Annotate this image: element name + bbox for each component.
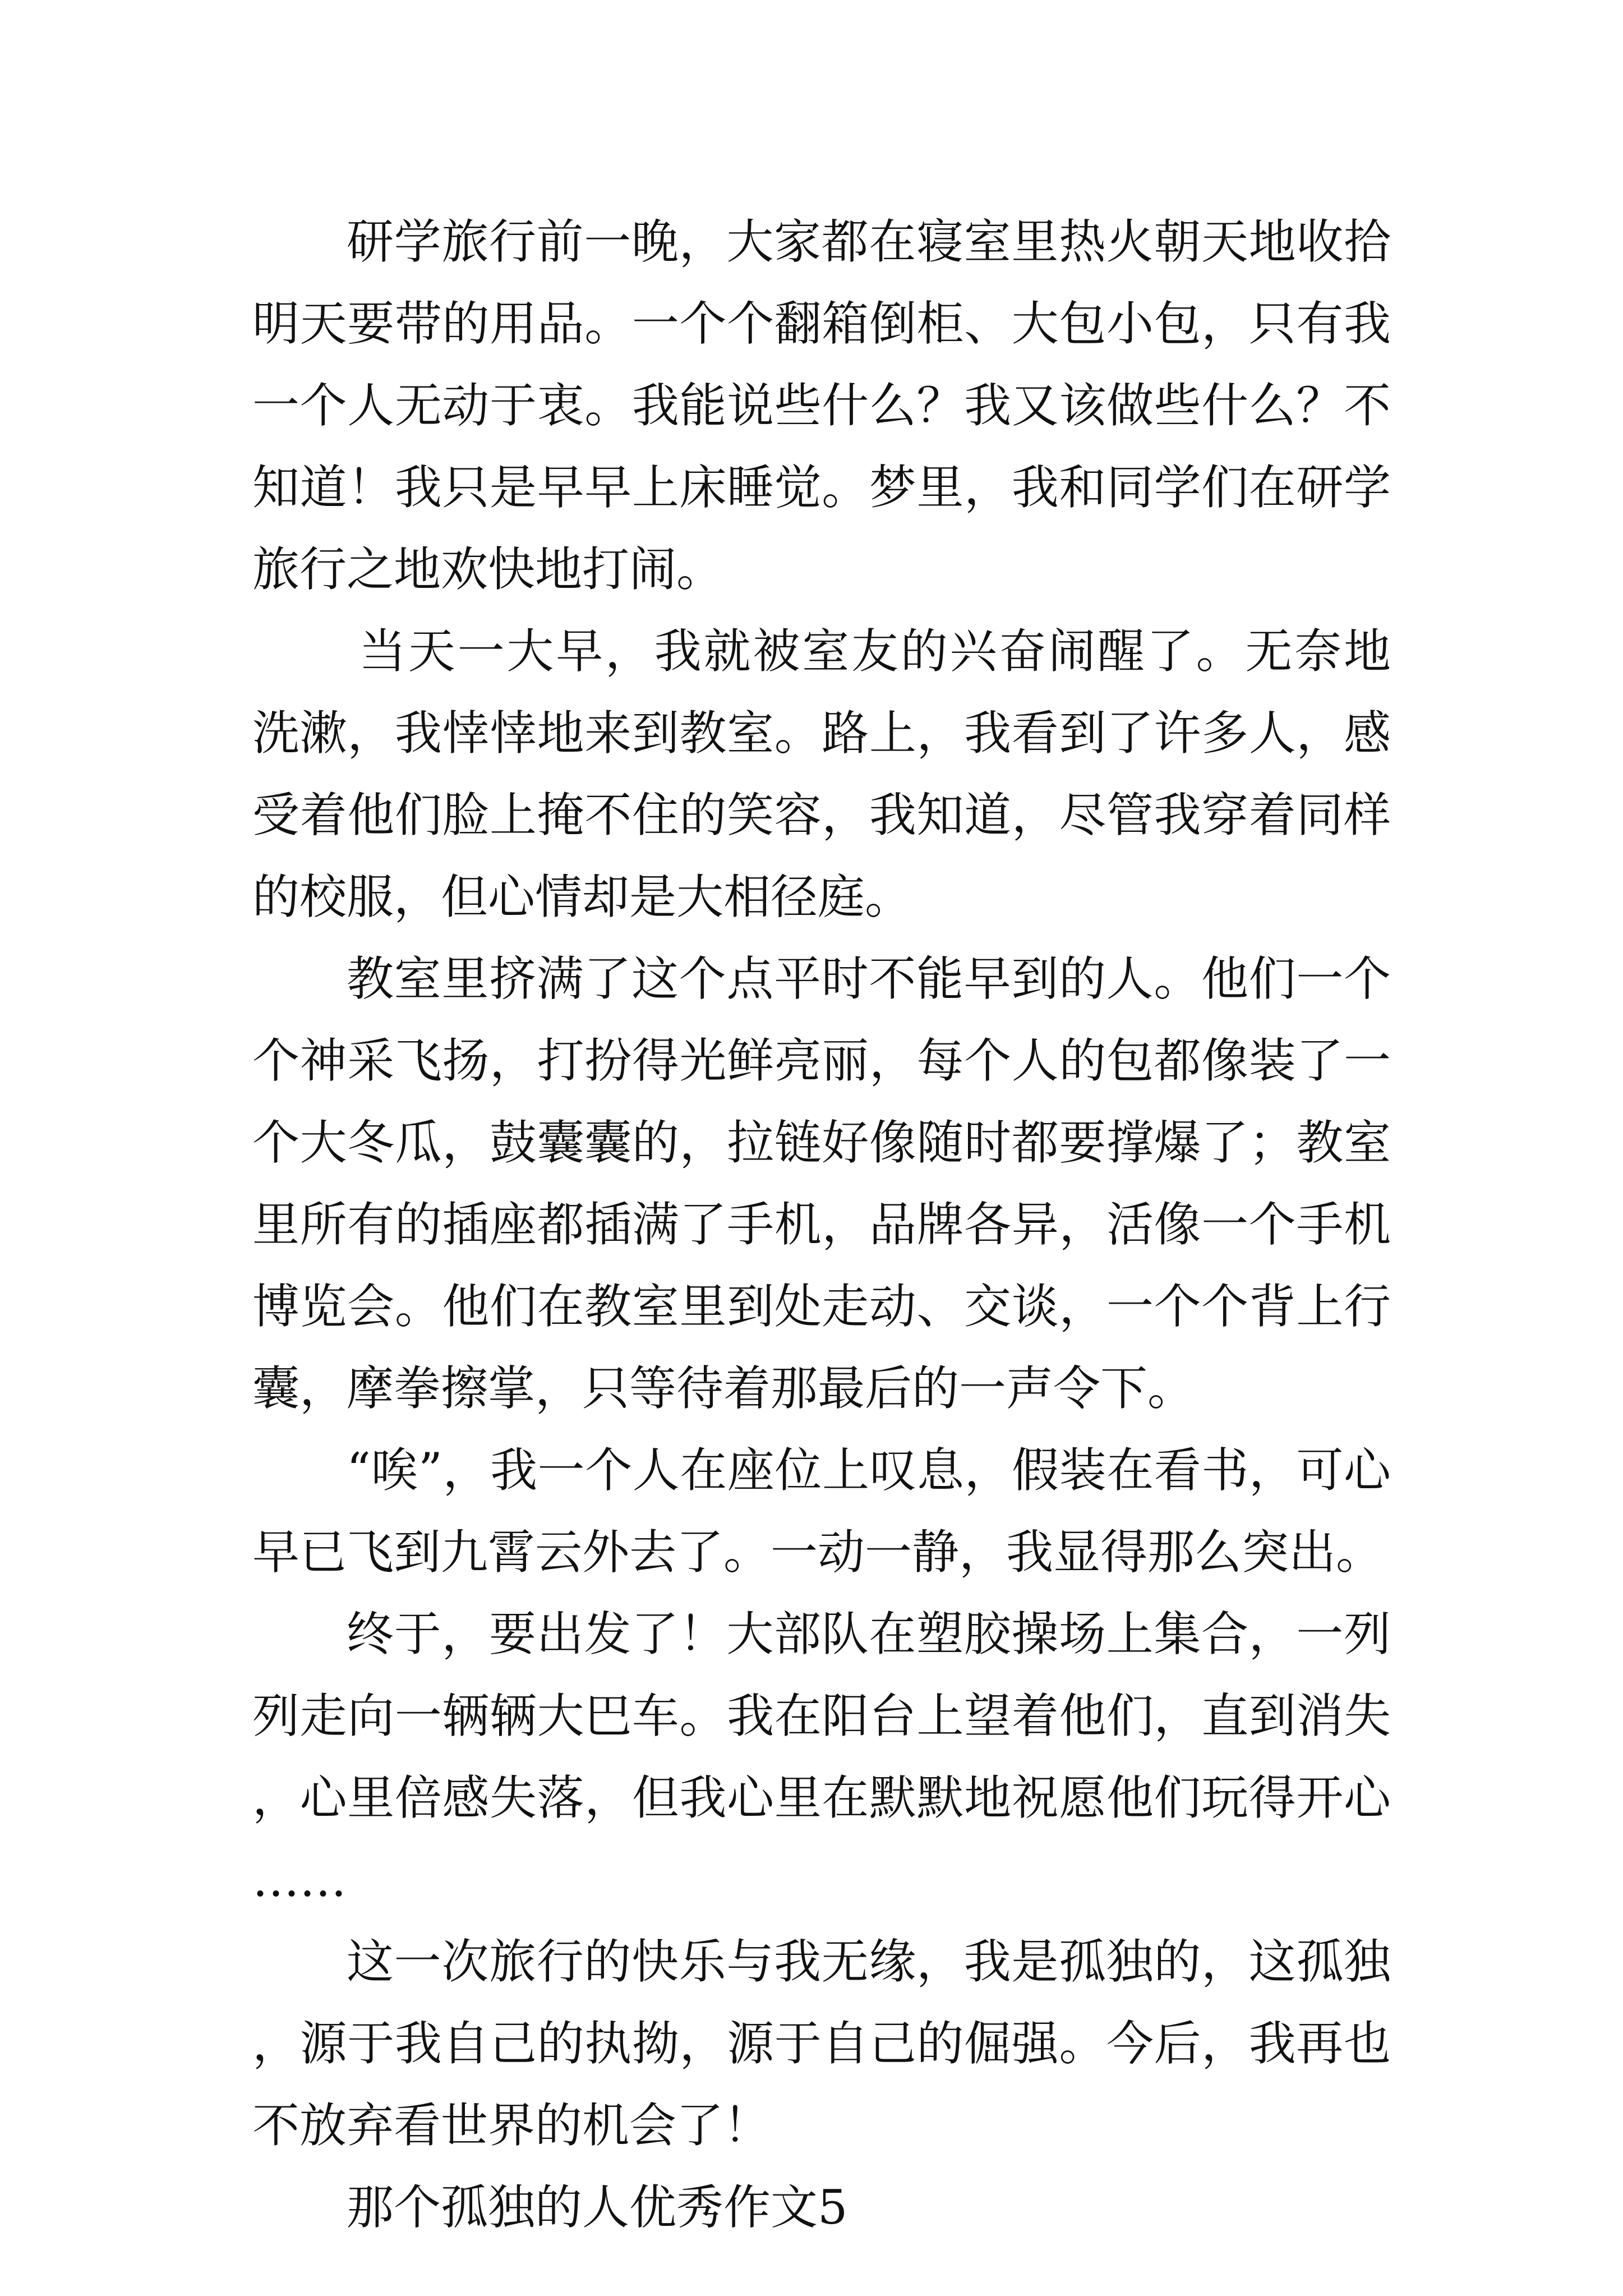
- paragraph-3: 教室里挤满了这个点平时不能早到的人。他们一个个神采飞扬，打扮得光鲜亮丽，每个人的包都像装了一个大冬瓜，鼓囊囊的，拉链好像随时都要撑爆了；教室里所有的插座都插满了手机，品牌各异，活像一个手机博览会。他们在教室里到处走动、交谈，一个个背上行囊，摩拳擦掌，只等待着那最后的一声令下。: [252, 951, 1391, 1416]
- section-heading: 那个孤独的人优秀作文5: [347, 2180, 848, 2235]
- paragraph-2: 当天一大早，我就被室友的兴奋闹醒了。无奈地洗漱，我悻悻地来到教室。路上，我看到了许多人，感受着他们脸上掩不住的笑容，我知道，尽管我穿着同样的校服，但心情却是大相径庭。: [252, 624, 1391, 924]
- paragraph-6: 这一次旅行的快乐与我无缘，我是孤独的，这孤独，源于我自己的执拗，源于自己的倔强。今后，我再也不放弃看世界的机会了！: [252, 1934, 1391, 2153]
- essay-body: [252, 201, 1391, 2248]
- paragraph-1: 研学旅行前一晚，大家都在寝室里热火朝天地收拾明天要带的用品。一个个翻箱倒柜、大包小包，只有我一个人无动于衷。我能说些什么？我又该做些什么？不知道！我只是早早上床睡觉。梦里，我和同学们在研学旅行之地欢快地打闹。: [252, 214, 1391, 597]
- paragraph-4: “唉”，我一个人在座位上叹息，假装在看书，可心早已飞到九霄云外去了。一动一静，我显得那么突出。: [252, 1443, 1391, 1580]
- paragraph-5: 终于，要出发了！大部队在塑胶操场上集合，一列列走向一辆辆大巴车。我在阳台上望着他们，直到消失，心里倍感失落，但我心里在默默地祝愿他们玩得开心……: [252, 1607, 1391, 1907]
